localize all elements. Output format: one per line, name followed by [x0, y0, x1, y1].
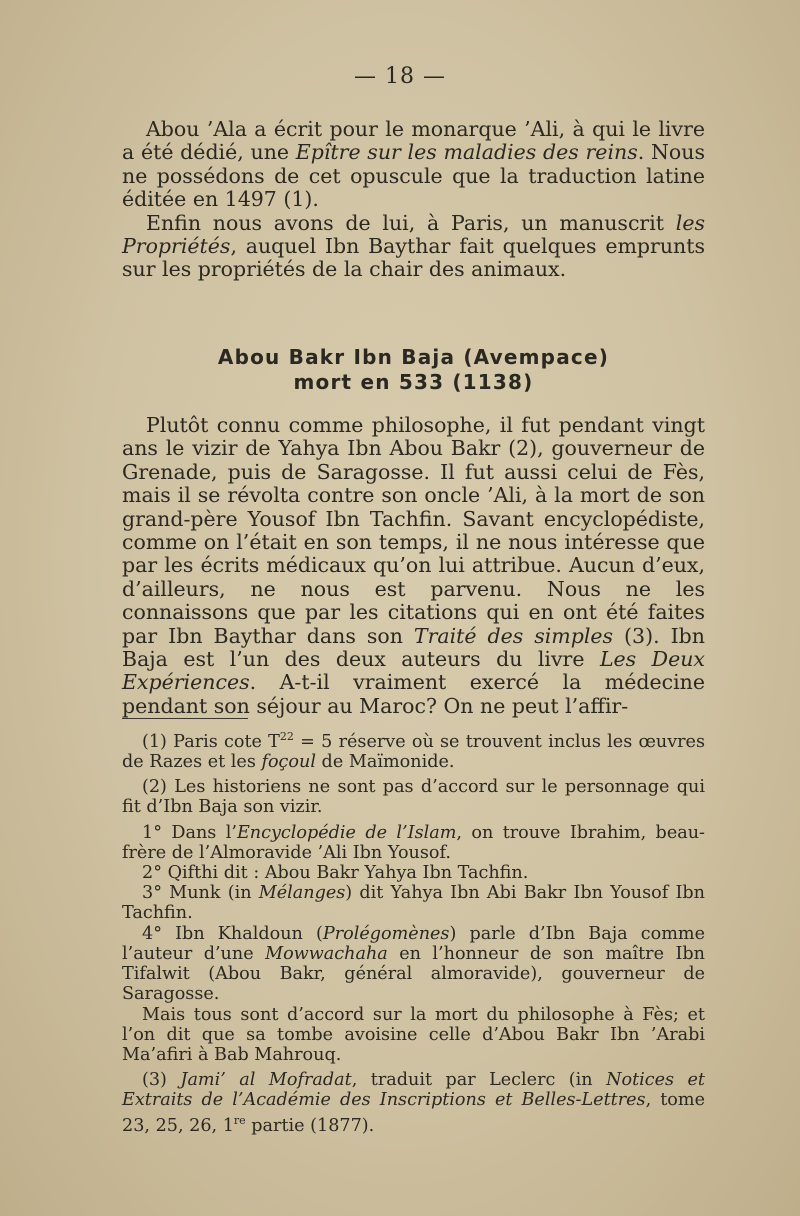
paragraph-2-text-b: , auquel Ibn Baythar fait quelques emprunts sur les propriétés de la chair des animaux. — [122, 234, 705, 282]
footnote-2-item-4-italic-2: Mowwachaha — [265, 943, 388, 964]
footnote-2-item-4-text-c: en l’honneur de son maître Ibn Tifalwit (Abou Bakr, général almoravide), gouverneur de Saragosse. — [122, 943, 705, 1005]
footnote-2-item-1-text-a: 1° Dans l’ — [142, 822, 237, 843]
footnote-1-superscript: 22 — [279, 730, 294, 743]
intro-text — [122, 118, 705, 282]
paragraph-2-title: les Propriétés — [122, 210, 705, 259]
footnote-2-item-1 — [122, 823, 705, 863]
paragraph-1-title: Epître sur les maladies des reins — [295, 140, 638, 165]
footnote-2-item-4-text-b: ) parle d’Ibn Baja comme l’auteur d’une — [122, 923, 705, 964]
footnote-2-item-3-text-a: 3° Munk (in — [142, 883, 259, 904]
section-heading-line-1: Abou Bakr Ibn Baja (Avempace) — [217, 345, 610, 369]
footnote-2-item-3 — [122, 883, 705, 923]
footnote-1-text-a: (1) Paris cote T — [142, 731, 280, 752]
paragraph-3-text-a: Plutôt connu comme philosophe, il fut pendant vingt ans le vizir de Yahya Ibn Abou Bakr (2), gouverneur de Grenade, puis de Saragosse. Il fut aussi celui de Fès, mais il se révolta contre son oncle ’Ali, à la mort de son grand-père Yousof Ibn Tachfin. Savant encyclopédiste, comme on l’était en son temps, il ne nous intéresse que par les écrits médicaux qu’on lui attribue. Aucun d’eux, d’ailleurs, ne nous est parvenu. Nous ne les connaissons que par les citations qui en ont été faites par Ibn Baythar dans son — [122, 413, 705, 648]
footnote-3-text-d: partie (1877). — [245, 1115, 375, 1136]
paragraph-3-text-b: (3). Ibn Baja est l’un des deux auteurs du livre — [122, 623, 705, 672]
footnote-divider — [122, 718, 248, 719]
paragraph-3 — [122, 414, 705, 718]
footnote-2-item-4-text-a: 4° Ibn Khaldoun ( — [142, 923, 323, 944]
footnote-3-italic-2: Notices et Extraits de l’Académie des Inscriptions et Belles-Lettres — [122, 1070, 705, 1111]
footnote-1-text-b: = 5 réserve où se trouvent inclus les œuvres de Razes et les — [122, 731, 705, 773]
footnote-2-item-3-italic: Mélanges — [258, 883, 346, 904]
footnote-2-conclusion: Mais tous sont d’accord sur la mort du philosophe à Fès; et l’on dit que sa tombe avoisine celle d’Abou Bakr Ibn ’Arabi Ma’afiri à Bab Mahrouq. — [122, 1004, 705, 1065]
section-heading-line-2: mort en 533 (1138) — [293, 370, 534, 394]
paragraph-1-text-b: . Nous ne possédons de cet opuscule que la traduction latine éditée en 1497 (1). — [122, 140, 705, 212]
footnote-1-italic: foçoul — [261, 752, 316, 773]
footnote-2-item-4 — [122, 924, 705, 1005]
paragraph-2-text-a: Enfin nous avons de lui, à Paris, un manuscrit — [146, 210, 676, 235]
paragraph-2 — [122, 212, 705, 282]
footnote-2-item-1-italic: Encyclopédie de l’Islam — [236, 822, 457, 843]
footnote-3-text-a: (3) — [142, 1070, 181, 1091]
footnotes — [122, 727, 705, 1141]
footnote-2-item-1-text-b: , on trouve Ibrahim, beau-frère de l’Almoravide ’Ali Ibn Yousof. — [122, 822, 705, 863]
paragraph-3-text-c: . A-t-il vraiment exercé la médecine pendant son séjour au Maroc? On ne peut l’affir- — [122, 670, 705, 718]
footnote-2-item-4-italic-1: Prolégomènes — [322, 923, 450, 944]
footnote-3-text-c: , tome 23, 25, 26, 1 — [122, 1090, 705, 1136]
main-text — [122, 414, 705, 718]
section-heading — [122, 345, 705, 395]
footnote-3-text-b: , traduit par Leclerc (in — [351, 1070, 607, 1091]
footnote-2-item-3-text-b: ) dit Yahya Ibn Abi Bakr Ibn Yousof Ibn Tachfin. — [122, 883, 705, 924]
footnote-3-italic-1: Jami’ al Mofradat — [180, 1070, 352, 1091]
footnote-2-item-2: 2° Qifthi dit : Abou Bakr Yahya Ibn Tachfin. — [142, 863, 529, 884]
footnote-3-superscript: re — [233, 1113, 246, 1127]
paragraph-1 — [122, 118, 705, 212]
footnote-3 — [122, 1070, 705, 1135]
paragraph-3-title-1: Traité des simples — [413, 623, 614, 648]
paragraph-1-text-a: Abou ’Ala a écrit pour le monarque ’Ali, à qui le livre a été dédié, une — [122, 117, 705, 165]
footnote-1-text-c: de Maïmonide. — [315, 752, 455, 773]
footnote-2: (2) Les historiens ne sont pas d’accord sur le personnage qui fit d’Ibn Baja son vizir. — [122, 777, 705, 818]
footnote-1 — [122, 727, 705, 772]
paragraph-3-title-2: Les Deux Expériences — [122, 647, 705, 695]
page-number: — 18 — — [354, 64, 446, 89]
